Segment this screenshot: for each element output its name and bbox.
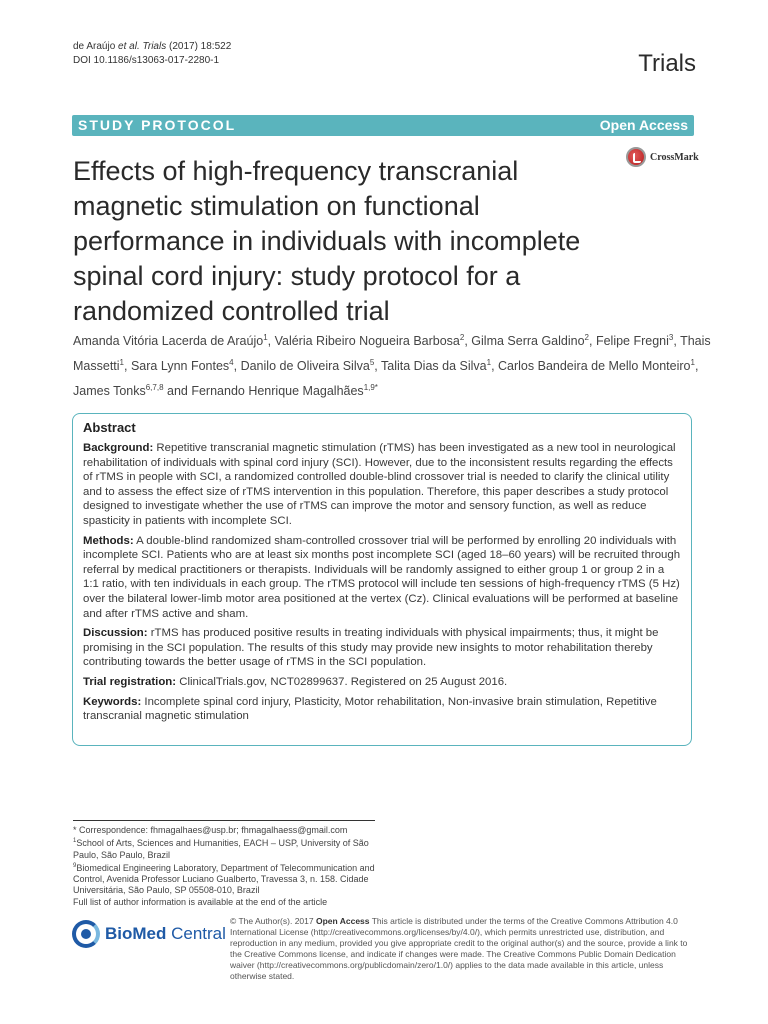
license-text: This article is distributed under the terms of the Creative Commons Attribution 4.0 International License (http://creativecommons.org/licenses/by/4.0/), which permits unrestricted use, distribution, and reproduction in any medium, provided you give appropriate credit to the original author(s) and the source, provide a link to the Creative Commons license, and indicate if changes were made. The Creative Commons Public Domain Dedication waiver (http://creativecommons.org/publicdomain/zero/1.0/) applies to the data made available in this article, unless otherwise stated. <box>230 916 688 981</box>
author-name: Carlos Bandeira de Mello Monteiro <box>498 359 691 374</box>
author-name: Amanda Vitória Lacerda de Araújo <box>73 334 264 349</box>
author-affiliation: 2 <box>459 333 465 342</box>
citation-journal: Trials <box>142 41 167 52</box>
author-name: Thais Massetti <box>73 334 711 374</box>
author-affiliation: 3 <box>668 333 674 342</box>
author-affiliation: 4 <box>229 358 234 368</box>
abstract-background <box>83 441 681 529</box>
discussion-text: rTMS has produced positive results in treating individuals with physical impairments; thus, it might be promising in the SCI population. The results of this study may provide new insights to motor rehabilitation thereby contributing towards the better usage of rTMS in the SCI population. <box>83 627 659 669</box>
biomed-central-wordmark <box>105 924 226 944</box>
affiliation-9-number: 9 <box>73 862 77 869</box>
affiliation-1-text: School of Arts, Sciences and Humanities, EACH – USP, University of São Paulo, São Paulo, Brazil <box>73 838 369 860</box>
article-type: STUDY PROTOCOL <box>78 117 237 133</box>
author-name: Felipe Fregni <box>595 334 669 349</box>
abstract-heading: Abstract <box>83 420 136 435</box>
abstract-registration <box>83 675 681 690</box>
author-name: Valéria Ribeiro Nogueira Barbosa <box>274 334 460 349</box>
author-name: Gilma Serra Galdino <box>471 334 585 349</box>
author-name: James Tonks <box>73 384 146 399</box>
author-name: Sara Lynn Fontes <box>130 359 230 374</box>
abstract-box <box>72 413 692 746</box>
citation-etal: et al. <box>118 41 140 52</box>
affiliation-1 <box>73 836 378 861</box>
doi[interactable]: DOI 10.1186/s13063-017-2280-1 <box>73 55 220 66</box>
abstract-keywords <box>83 695 681 724</box>
article-type-banner <box>72 115 694 136</box>
abstract-discussion <box>83 626 681 670</box>
license-prefix: © The Author(s). 2017 <box>230 916 316 926</box>
citation-authors: de Araújo <box>73 41 119 52</box>
author-name: Talita Dias da Silva <box>381 359 487 374</box>
logo-bold: BioMed <box>105 924 167 943</box>
footnotes <box>73 825 378 908</box>
author-affiliation: 1 <box>486 358 492 368</box>
methods-label: Methods: <box>83 534 134 547</box>
author-affiliation: 1 <box>119 358 124 368</box>
affiliation-1-number: 1 <box>73 838 77 845</box>
author-affiliation: 1 <box>690 358 695 368</box>
open-access-label: Open Access <box>599 117 688 133</box>
registration-label: Trial registration: <box>83 675 177 688</box>
authors-and: and <box>167 384 188 399</box>
biomed-central-logo <box>72 920 226 948</box>
background-text: Repetitive transcranial magnetic stimulation (rTMS) has been investigated as a new tool in neurological rehabilitation of individuals with spinal cord injury (SCI). However, due to the inconsistent results regarding the effects of rTMS in people with SCI, a randomized controlled double-blind crossover trial is needed to clarify the clinical utility and to assess the effect size of rTMS intervention in this population. Therefore, this paper describes a study protocol designed to investigate whether the use of rTMS can improve the motor and sensory function, as well as reduce spasticity in patients with incomplete SCI. <box>83 442 676 527</box>
registration-text: ClinicalTrials.gov, NCT02899637. Registered on 25 August 2016. <box>179 675 508 688</box>
crossmark-label: CrossMark <box>650 151 699 163</box>
author-name: Fernando Henrique Magalhães <box>191 384 364 399</box>
author-affiliation: 2 <box>584 333 589 342</box>
journal-name: Trials <box>638 50 696 77</box>
affiliation-9 <box>73 861 378 897</box>
logo-rest: Central <box>166 924 226 943</box>
footnote-divider <box>73 820 375 821</box>
abstract-methods <box>83 534 681 622</box>
background-label: Background: <box>83 442 154 454</box>
keywords-text: Incomplete spinal cord injury, Plasticity, Motor rehabilitation, Non-invasive brain stimulation, Repetitive transcranial magnetic stimulation <box>83 695 657 723</box>
license-statement <box>230 916 696 982</box>
crossmark-badge[interactable] <box>626 147 699 167</box>
affiliation-9-text: Biomedical Engineering Laboratory, Department of Telecommunication and Control, Avenida Professor Luciano Gualberto, Travessa 3, n. 158. Cidade Universitária, São Paulo, SP 05508-010, Brazil <box>73 862 375 896</box>
discussion-label: Discussion: <box>83 627 148 640</box>
correspondence: * Correspondence: fhmagalhaes@usp.br; fhmagalhaess@gmail.com <box>73 825 348 835</box>
keywords-label: Keywords: <box>83 695 142 708</box>
full-list-note: Full list of author information is available at the end of the article <box>73 896 328 907</box>
methods-text: A double-blind randomized sham-controlled crossover trial will be performed by enrolling 20 individuals with incomplete SCI. Patients who are at least six months post incomplete SCI (aged 18–60 years) will be recruited through referral by medical practitioners or therapists. Individuals will be randomly assigned to either group 1 or group 2 in a 1:1 ratio, with ten individuals in each group. The rTMS protocol will include ten sessions of high-frequency rTMS (5 Hz) over the bilateral lower-limb motor area positioned at the vertex (Cz). Clinical evaluations will be performed at baseline and after rTMS active and sham. <box>83 534 681 620</box>
citation-line <box>73 40 231 54</box>
author-affiliation: 6,7,8 <box>145 383 164 393</box>
author-list: Amanda Vitória Lacerda de Araújo$^1$, Valéria Ribeiro Nogueira Barbosa$^2$, Gilma Serra Galdino$^2$, Felipe Fregni$^3$, Thais Massetti$^1$, Sara Lynn Fontes$^4$, Danilo de Oliveira Silva$^5$, Talita Dias da Silva$^1$, Carlos Bandeira de Mello Monteiro$^1$, James Tonks$^{6,7,8}$ and Fernando Henrique Magalhães$^{1,9*}$ <box>73 333 711 399</box>
author-name: Danilo de Oliveira Silva <box>240 359 370 374</box>
author-affiliation: 5 <box>369 358 375 368</box>
citation-header <box>73 40 231 68</box>
author-affiliation: 1 <box>263 333 268 342</box>
biomed-central-logo-icon <box>72 920 100 948</box>
citation-volume: (2017) 18:522 <box>166 41 232 52</box>
article-title: Effects of high-frequency transcranial magnetic stimulation on functional performance in individuals with incomplete spinal cord injury: study protocol for a randomized controlled trial <box>73 156 581 326</box>
author-affiliation: 1,9* <box>363 383 378 393</box>
license-open-access: Open Access <box>315 916 370 926</box>
